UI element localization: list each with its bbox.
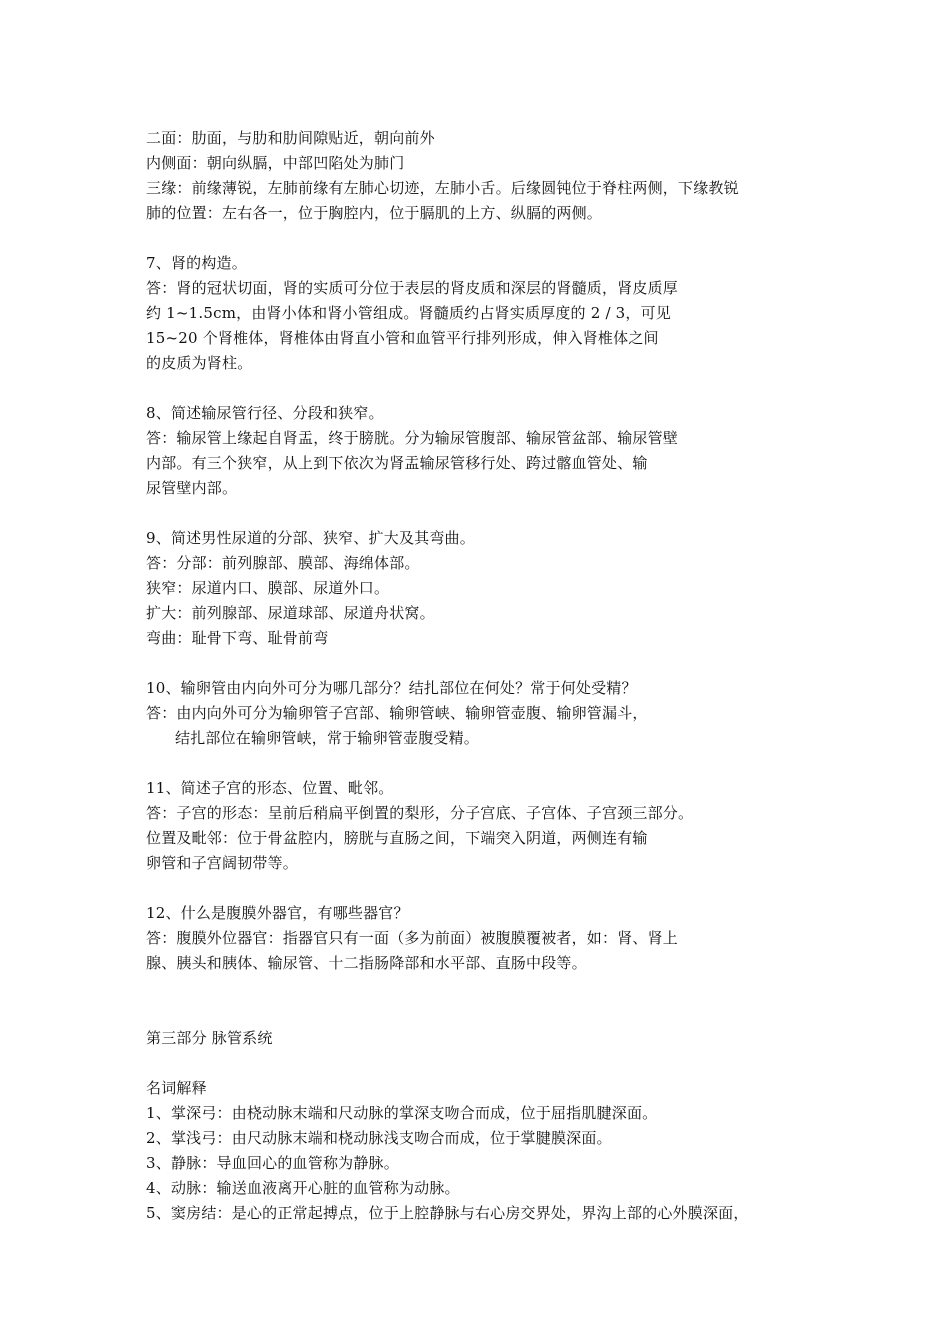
question-heading: 8、简述输尿管行径、分段和狭窄。 (146, 404, 384, 422)
text-line: 答：肾的冠状切面，肾的实质可分位于表层的肾皮质和深层的肾髓质，肾皮质厚 (146, 279, 679, 297)
text-line: 卵管和子宫阔韧带等。 (146, 854, 299, 872)
text-line: 3、静脉：导血回心的血管称为静脉。 (146, 1154, 399, 1172)
text-line: 答：输尿管上缘起自肾盂，终于膀胱。分为输尿管腹部、输尿管盆部、输尿管壁 (146, 429, 679, 447)
text-line: 内部。有三个狭窄，从上到下依次为肾盂输尿管移行处、跨过髂血管处、输 (146, 454, 648, 472)
text-line: 三缘：前缘薄锐，左肺前缘有左肺心切迹，左肺小舌。后缘圆钝位于脊柱两侧，下缘教锐 (146, 179, 739, 197)
text-line: 尿管壁内部。 (146, 479, 238, 497)
text-line: 二面：肋面，与肋和肋间隙贴近，朝向前外 (146, 129, 435, 147)
question-heading: 9、简述男性尿道的分部、狭窄、扩大及其弯曲。 (146, 529, 475, 547)
text-line: 腺、胰头和胰体、输尿管、十二指肠降部和水平部、直肠中段等。 (146, 954, 587, 972)
text-line: 1、掌深弓：由桡动脉末端和尺动脉的掌深支吻合而成，位于屈指肌腱深面。 (146, 1104, 658, 1122)
text-line: 弯曲：耻骨下弯、耻骨前弯 (146, 629, 329, 647)
text-line: 15~20 个肾椎体，肾椎体由肾直小管和血管平行排列形成，伸入肾椎体之间 (146, 329, 659, 347)
text-line: 答：子宫的形态：呈前后稍扁平倒置的梨形，分子宫底、子宫体、子宫颈三部分。 (146, 804, 694, 822)
section-heading: 第三部分 脉管系统 (146, 1029, 273, 1047)
question-heading: 10、输卵管由内向外可分为哪几部分？结扎部位在何处？常于何处受精？ (146, 679, 637, 697)
question-heading: 7、肾的构造。 (146, 254, 247, 272)
text-line: 位置及毗邻：位于骨盆腔内，膀胱与直肠之间，下端突入阴道，两侧连有输 (146, 829, 648, 847)
text-line: 肺的位置：左右各一，位于胸腔内，位于膈肌的上方、纵膈的两侧。 (146, 204, 603, 222)
text-line: 答：腹膜外位器官：指器官只有一面（多为前面）被腹膜覆被者，如：肾、肾上 (146, 929, 679, 947)
text-line: 内侧面：朝向纵膈，中部凹陷处为肺门 (146, 154, 405, 172)
text-line: 结扎部位在输卵管峡，常于输卵管壶腹受精。 (175, 729, 480, 747)
question-heading: 11、简述子宫的形态、位置、毗邻。 (146, 779, 394, 797)
text-line: 答：由内向外可分为输卵管子宫部、输卵管峡、输卵管壶腹、输卵管漏斗， (146, 704, 648, 722)
text-line: 扩大：前列腺部、尿道球部、尿道舟状窝。 (146, 604, 435, 622)
question-heading: 12、什么是腹膜外器官，有哪些器官？ (146, 904, 409, 922)
text-line: 狭窄：尿道内口、膜部、尿道外口。 (146, 579, 390, 597)
text-line: 2、掌浅弓：由尺动脉末端和桡动脉浅支吻合而成，位于掌腱膜深面。 (146, 1129, 612, 1147)
text-line: 4、动脉：输送血液离开心脏的血管称为动脉。 (146, 1179, 460, 1197)
text-line: 的皮质为肾柱。 (146, 354, 253, 372)
subsection-heading: 名词解释 (146, 1079, 207, 1097)
text-line: 答：分部：前列腺部、膜部、海绵体部。 (146, 554, 420, 572)
text-line: 5、窦房结：是心的正常起搏点，位于上腔静脉与右心房交界处，界沟上部的心外膜深面， (146, 1204, 749, 1222)
text-line: 约 1~1.5cm，由肾小体和肾小管组成。肾髓质约占肾实质厚度的 2 / 3，可见 (146, 304, 672, 322)
